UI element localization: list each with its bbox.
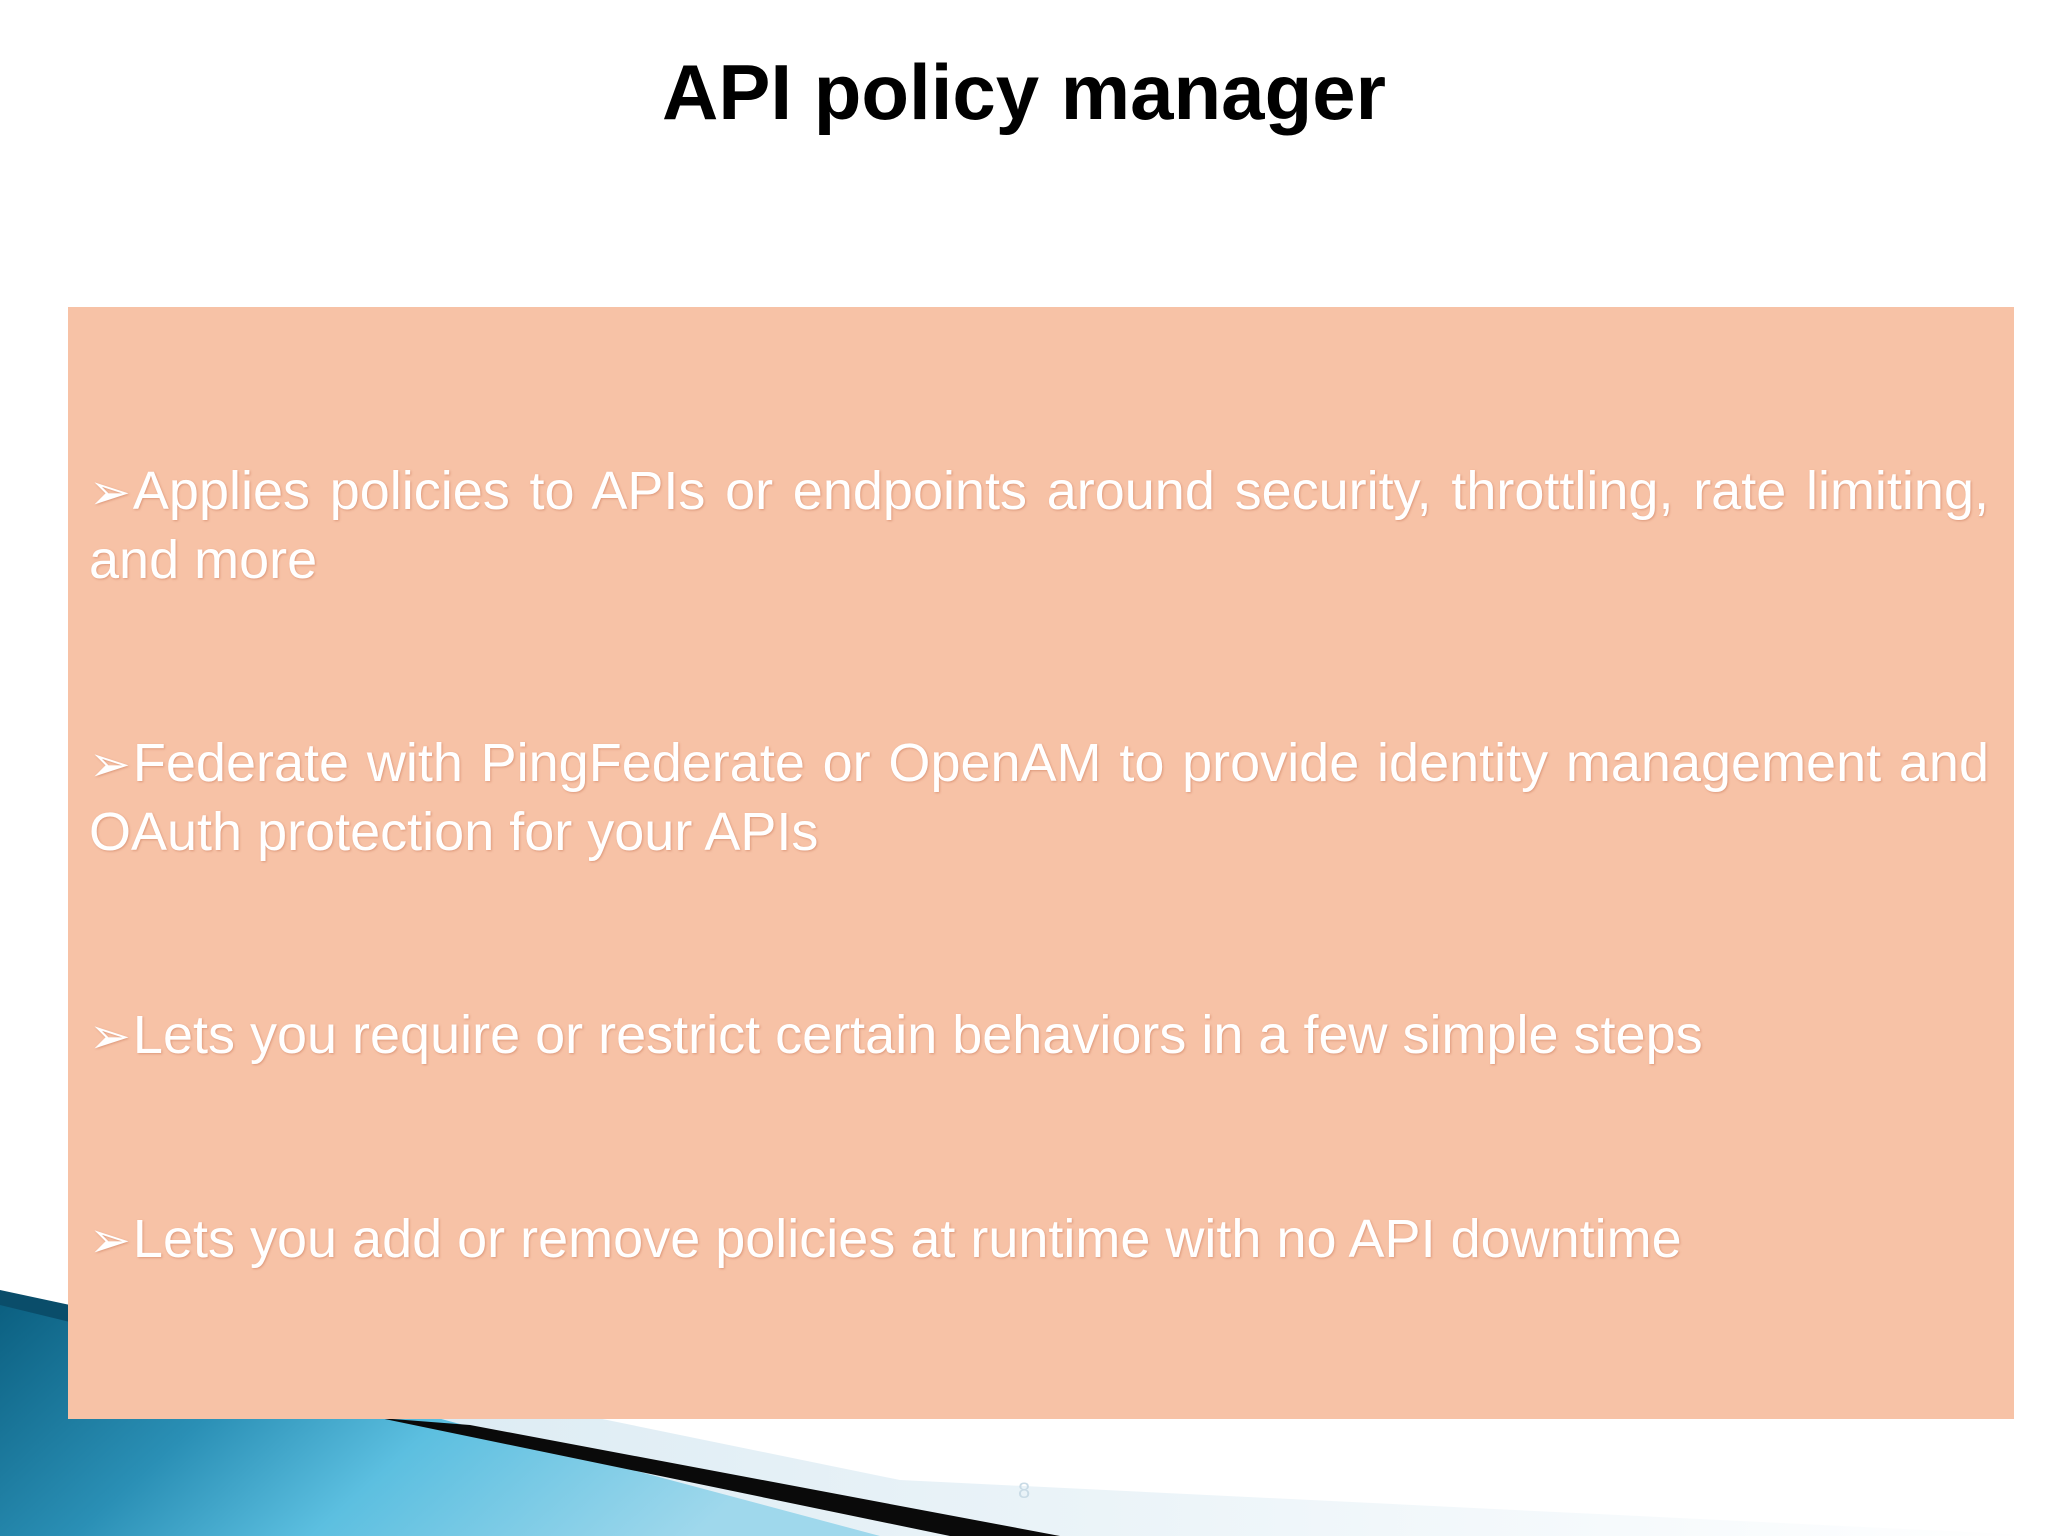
bullet-item — [89, 1205, 1989, 1274]
arrow-bullet-icon: ➢ — [89, 736, 131, 792]
bullet-item — [89, 729, 1989, 866]
slide-title: API policy manager — [662, 48, 1386, 136]
bullet-text: Federate with PingFederate or OpenAM to provide identity management and OAuth protection for your APIs — [89, 733, 1989, 862]
bullet-text: Lets you require or restrict certain behaviors in a few simple steps — [132, 1005, 1703, 1065]
bullet-item — [89, 1001, 1989, 1070]
arrow-bullet-icon: ➢ — [89, 1008, 131, 1064]
page-number: 8 — [1018, 1478, 1031, 1503]
bullet-text: Lets you add or remove policies at runtime with no API downtime — [132, 1209, 1682, 1269]
arrow-bullet-icon: ➢ — [89, 1212, 131, 1268]
bullet-text: Applies policies to APIs or endpoints around security, throttling, rate limiting, and more — [89, 461, 1989, 590]
content-box — [68, 307, 2014, 1419]
arrow-bullet-icon: ➢ — [89, 464, 131, 520]
bullet-item — [89, 457, 1989, 594]
